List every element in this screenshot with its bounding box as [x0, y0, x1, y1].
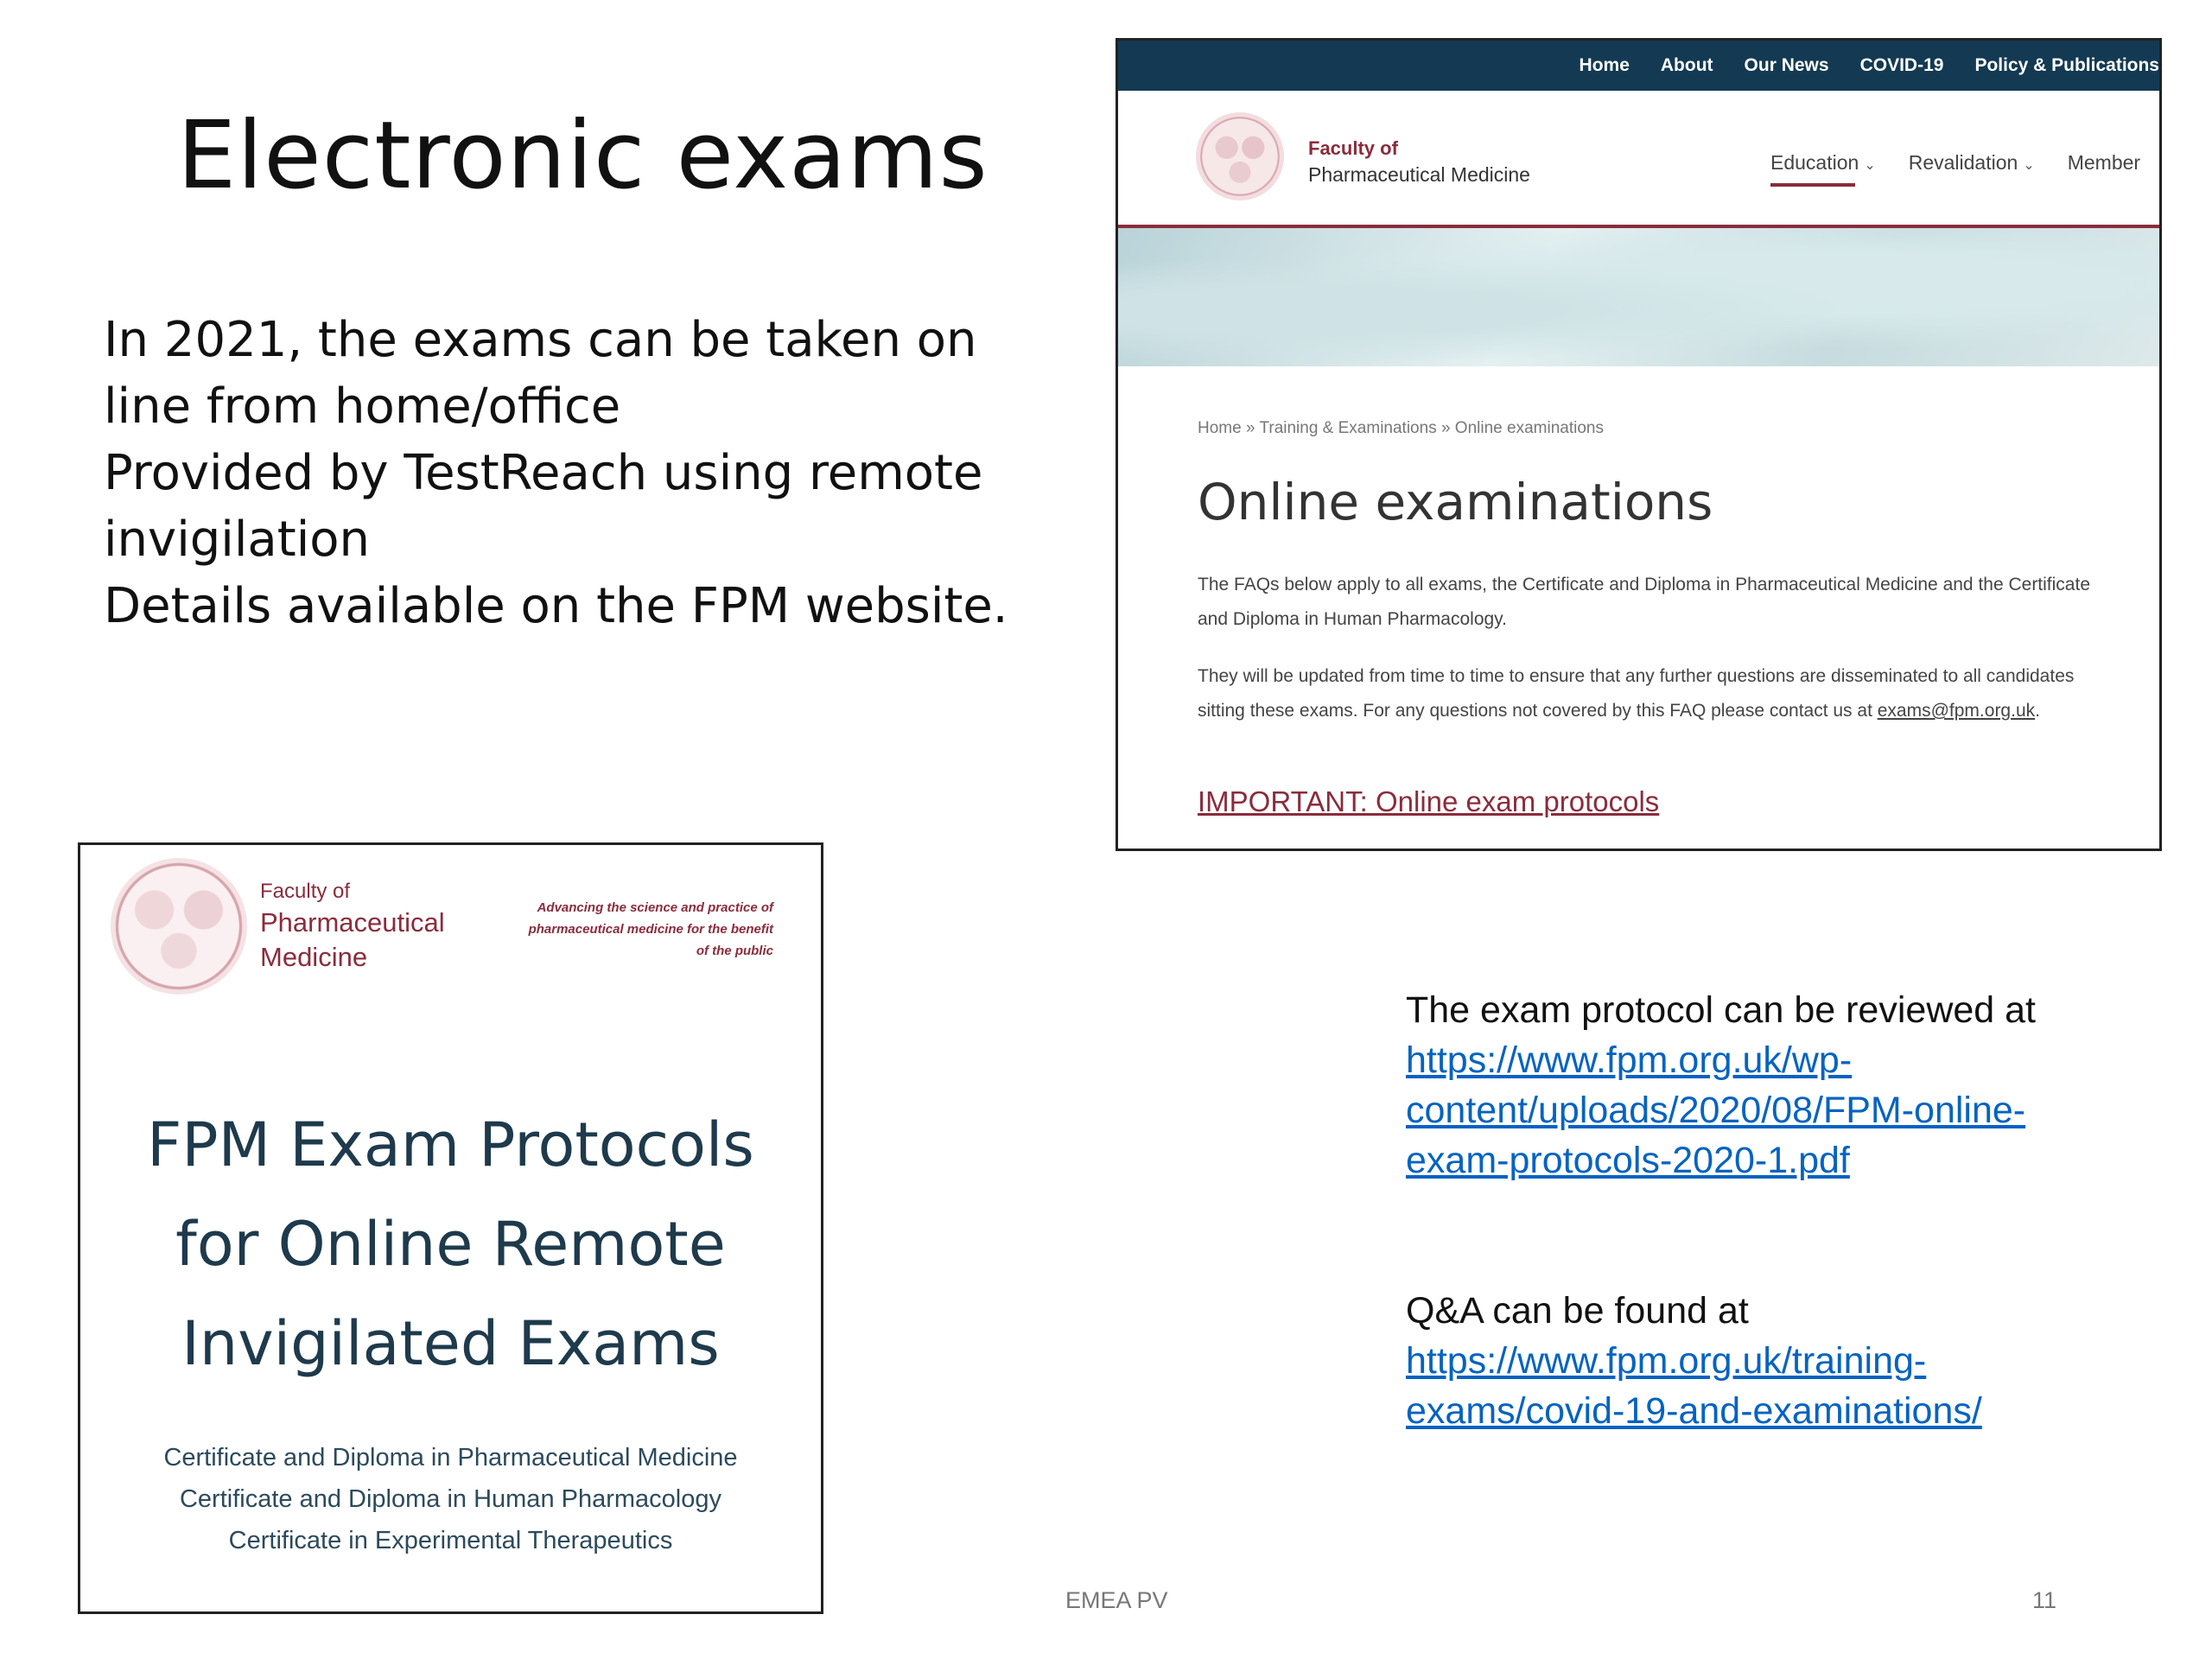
site-brand-line2: Pharmaceutical Medicine: [1308, 163, 1530, 186]
page-number: 11: [2032, 1587, 2057, 1613]
qa-link-line[interactable]: https://www.fpm.org.uk/training-: [1406, 1340, 1927, 1382]
website-screenshot: [1116, 38, 2162, 851]
important-protocols-link[interactable]: IMPORTANT: Online exam protocols: [1198, 785, 1660, 817]
protocol-pdf-link-line[interactable]: content/uploads/2020/08/FPM-online-: [1406, 1090, 2026, 1131]
bullet-line: In 2021, the exams can be taken on: [104, 312, 977, 368]
bullet-list: [104, 307, 1008, 639]
update-paragraph: [1198, 659, 2105, 728]
nav-member[interactable]: [2068, 151, 2140, 175]
qa-reference: [1406, 1286, 2149, 1436]
intro-paragraph: The FAQs below apply to all exams, the Certificate and Diploma in Pharmaceutical Medicine and the Certificate and Diploma in Human Pharmacology.: [1198, 575, 2090, 629]
doc-title-line: FPM Exam Protocols: [147, 1109, 754, 1180]
protocol-pdf-link-line[interactable]: exam-protocols-2020-1.pdf: [1406, 1140, 1850, 1181]
top-nav-bar: [1118, 41, 2159, 91]
bullet-line: Details available on the FPM website.: [104, 578, 1008, 634]
bullet-line: Provided by TestReach using remote: [104, 445, 983, 501]
bullet-line: invigilation: [104, 512, 370, 568]
bullet-line: line from home/office: [104, 378, 621, 435]
doc-tagline: Advancing the science and practice of pharmaceutical medicine for the benefit of the public: [528, 900, 773, 958]
nav-revalidation[interactable]: [1909, 151, 2035, 175]
top-nav-about[interactable]: About: [1660, 55, 1713, 75]
footer-label: EMEA PV: [1065, 1587, 1168, 1613]
protocol-pdf-link-line[interactable]: https://www.fpm.org.uk/wp-: [1406, 1039, 1853, 1081]
top-nav-home[interactable]: Home: [1579, 55, 1630, 75]
faculty-crest-logo: [111, 858, 247, 995]
exams-email-link[interactable]: exams@fpm.org.uk: [1877, 701, 2036, 721]
chevron-down-icon: ⌄: [1864, 158, 1876, 173]
top-nav-news[interactable]: Our News: [1744, 55, 1829, 75]
doc-brand-line1: Faculty of: [260, 880, 351, 903]
doc-course: Certificate and Diploma in Pharmaceutical Medicine: [163, 1444, 738, 1471]
protocol-reference: [1406, 985, 2149, 1185]
update-paragraph-text: They will be updated from time to time to ensure that any further questions are disseminated to all candidates sitting these exams. For any questions not covered by this FAQ please contact us at: [1198, 666, 2075, 721]
nav-revalidation-label: Revalidation: [1908, 151, 2018, 174]
update-paragraph-end: .: [2035, 701, 2040, 721]
site-header: [1118, 91, 2159, 228]
top-nav-covid[interactable]: COVID-19: [1859, 55, 1944, 75]
doc-title: [80, 1096, 821, 1394]
doc-course-list: [80, 1437, 821, 1561]
qa-link-line[interactable]: exams/covid-19-and-examinations/: [1406, 1390, 1982, 1432]
doc-course: Certificate in Experimental Therapeutics: [228, 1527, 673, 1554]
site-brand-line1: Faculty of: [1308, 137, 1398, 159]
qa-reference-text: Q&A can be found at: [1406, 1290, 1749, 1332]
slide-title: Electronic exams: [177, 102, 988, 210]
main-nav: [1770, 151, 2140, 175]
top-nav-policy[interactable]: Policy & Publications: [1974, 55, 2159, 75]
page-heading: Online examinations: [1198, 473, 1713, 531]
protocol-reference-text: The exam protocol can be reviewed at: [1406, 989, 2037, 1031]
doc-brand-line2: Pharmaceutical: [260, 907, 445, 938]
doc-title-line: Invigilated Exams: [181, 1308, 720, 1379]
nav-member-label: Member: [2067, 151, 2141, 174]
nav-education-label: Education: [1770, 151, 1859, 174]
doc-title-line: for Online Remote: [175, 1209, 726, 1280]
faculty-crest-logo[interactable]: [1196, 112, 1284, 200]
nav-education[interactable]: [1770, 151, 1876, 175]
doc-course: Certificate and Diploma in Human Pharmacology: [179, 1485, 721, 1513]
chevron-down-icon: ⌄: [2023, 158, 2035, 173]
doc-brand-line3: Medicine: [260, 942, 368, 972]
protocol-document: [78, 842, 823, 1614]
breadcrumb[interactable]: Home » Training & Examinations » Online examinations: [1198, 419, 1604, 437]
hero-banner: [1118, 228, 2159, 366]
